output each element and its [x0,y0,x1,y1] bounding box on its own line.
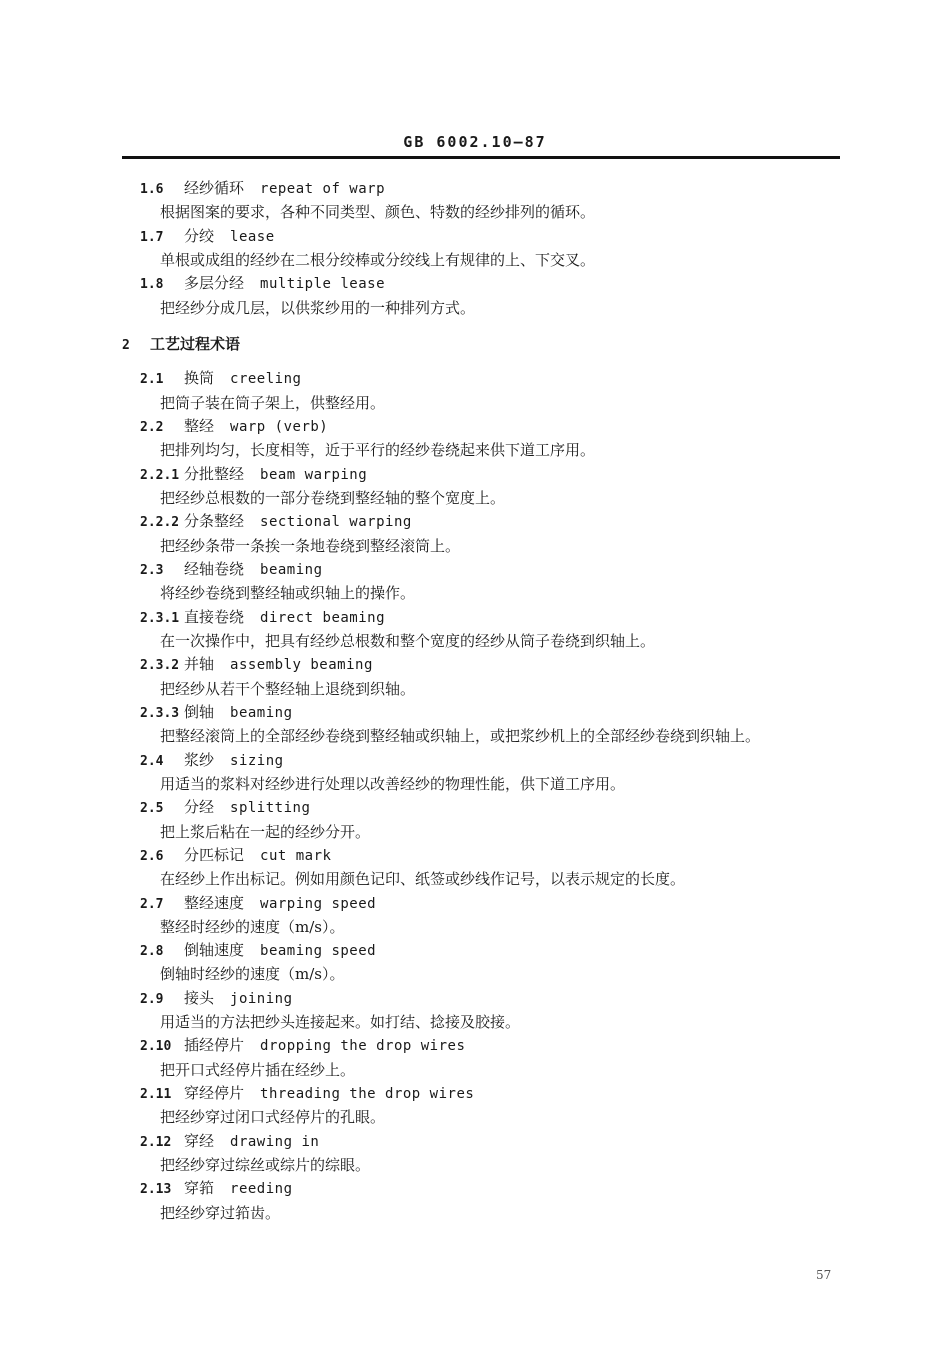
term-line [140,464,367,486]
term-english: drawing in [230,1134,320,1150]
term-chinese: 分绞 [184,227,215,245]
header-rule [122,156,840,159]
term-chinese: 分经 [184,798,215,816]
term-number: 2.12 [140,1135,172,1150]
term-chinese: 倒轴速度 [184,941,245,959]
term-chinese: 换筒 [184,369,215,387]
standard-code-header: GB 6002.10—87 [403,133,547,151]
term-english: warping speed [260,896,377,912]
term-definition: 把经纱分成几层，以供浆纱用的一种排列方式。 [160,299,476,317]
term-number: 2.5 [140,801,164,816]
term-chinese: 分条整经 [184,512,245,530]
term-number: 1.6 [140,182,164,197]
term-definition: 把开口式经停片插在经纱上。 [160,1061,356,1079]
term-number: 2.13 [140,1182,172,1197]
term-number: 2.2.1 [140,468,180,483]
term-chinese: 经纱循环 [184,179,245,197]
term-number: 2.9 [140,992,164,1007]
term-english: multiple lease [260,276,386,292]
term-number: 2.2 [140,420,164,435]
term-line [140,702,293,724]
term-definition: 用适当的方法把纱头连接起来。如打结、捻接及胶接。 [160,1013,521,1031]
term-english: splitting [230,800,311,816]
term-definition: 用适当的浆料对经纱进行处理以改善经纱的物理性能，供下道工序用。 [160,775,626,793]
term-english: beaming speed [260,943,377,959]
term-english: cut mark [260,848,332,864]
term-line [140,893,376,915]
term-definition: 单根或成组的经纱在二根分绞棒或分绞线上有规律的上、下交叉。 [160,251,596,269]
term-line [140,940,376,962]
term-definition: 把经纱穿过综丝或综片的综眼。 [160,1156,371,1174]
term-definition: 把经纱穿过筘齿。 [160,1204,281,1222]
term-definition: 把筒子装在筒子架上，供整经用。 [160,394,386,412]
term-line [140,1178,293,1200]
term-english: sectional warping [260,514,412,530]
term-chinese: 倒轴 [184,703,215,721]
term-number: 1.7 [140,230,164,245]
term-english: warp (verb) [230,419,329,435]
term-chinese: 穿经 [184,1132,215,1150]
term-definition: 把经纱从若干个整经轴上退绕到织轴。 [160,680,416,698]
term-number: 2.3 [140,563,164,578]
term-definition: 把经纱穿过闭口式经停片的孔眼。 [160,1108,386,1126]
term-english: lease [230,229,275,245]
term-line [140,273,385,295]
term-english: beaming [230,705,293,721]
term-chinese: 浆纱 [184,751,215,769]
term-line [140,368,301,390]
term-definition: 在一次操作中，把具有经纱总根数和整个宽度的经纱从筒子卷绕到织轴上。 [160,632,656,650]
term-line [140,226,275,248]
term-number: 2.11 [140,1087,172,1102]
term-number: 2.8 [140,944,164,959]
term-line [140,1035,465,1057]
term-chinese: 接头 [184,989,215,1007]
term-number: 2.10 [140,1039,172,1054]
term-definition: 把上浆后粘在一起的经纱分开。 [160,823,371,841]
term-english: sizing [230,753,284,769]
term-definition: 把经纱总根数的一部分卷绕到整经轴的整个宽度上。 [160,489,506,507]
term-definition: 把整经滚筒上的全部经纱卷绕到整经轴或织轴上，或把浆纱机上的全部经纱卷绕到织轴上。 [160,727,761,745]
term-number: 2.2.2 [140,515,180,530]
term-number: 2.4 [140,754,164,769]
term-chinese: 分批整经 [184,465,245,483]
term-definition: 把排列均匀，长度相等，近于平行的经纱卷绕起来供下道工序用。 [160,441,596,459]
term-english: assembly beaming [230,657,373,673]
section-number: 2 [122,338,130,353]
term-chinese: 经轴卷绕 [184,560,245,578]
term-line [140,750,284,772]
term-number: 2.1 [140,372,164,387]
term-chinese: 多层分经 [184,274,245,292]
term-line [140,654,373,676]
term-line [140,1083,474,1105]
term-chinese: 并轴 [184,655,215,673]
term-line [140,178,385,200]
term-line [140,559,323,581]
term-definition: 倒轴时经纱的速度（m/s）。 [160,965,345,983]
term-chinese: 穿筘 [184,1179,215,1197]
term-number: 2.3.2 [140,658,180,673]
term-line [140,988,293,1010]
term-number: 2.3.1 [140,611,180,626]
term-chinese: 穿经停片 [184,1084,245,1102]
term-english: joining [230,991,293,1007]
section-title: 工艺过程术语 [150,335,241,353]
term-chinese: 整经速度 [184,894,245,912]
term-english: threading the drop wires [260,1086,475,1102]
term-chinese: 整经 [184,417,215,435]
term-line [140,511,412,533]
term-line [140,607,385,629]
section-heading [122,334,240,356]
term-definition: 在经纱上作出标记。例如用颜色记印、纸签或纱线作记号，以表示规定的长度。 [160,870,686,888]
term-english: repeat of warp [260,181,386,197]
term-line [140,797,310,819]
term-number: 2.3.3 [140,706,180,721]
page-number: 57 [816,1268,832,1282]
term-line [140,416,328,438]
term-english: creeling [230,371,302,387]
term-line [140,1131,319,1153]
term-english: dropping the drop wires [260,1038,466,1054]
term-definition: 整经时经纱的速度（m/s）。 [160,918,345,936]
term-chinese: 分匹标记 [184,846,245,864]
term-number: 2.6 [140,849,164,864]
term-english: beam warping [260,467,368,483]
term-definition: 将经纱卷绕到整经轴或织轴上的操作。 [160,584,416,602]
term-chinese: 直接卷绕 [184,608,245,626]
term-definition: 把经纱条带一条挨一条地卷绕到整经滚筒上。 [160,537,461,555]
term-line [140,845,331,867]
term-english: beaming [260,562,323,578]
term-definition: 根据图案的要求，各种不同类型、颜色、特数的经纱排列的循环。 [160,203,596,221]
term-english: direct beaming [260,610,386,626]
term-english: reeding [230,1181,293,1197]
term-number: 1.8 [140,277,164,292]
term-chinese: 插经停片 [184,1036,245,1054]
term-number: 2.7 [140,897,164,912]
